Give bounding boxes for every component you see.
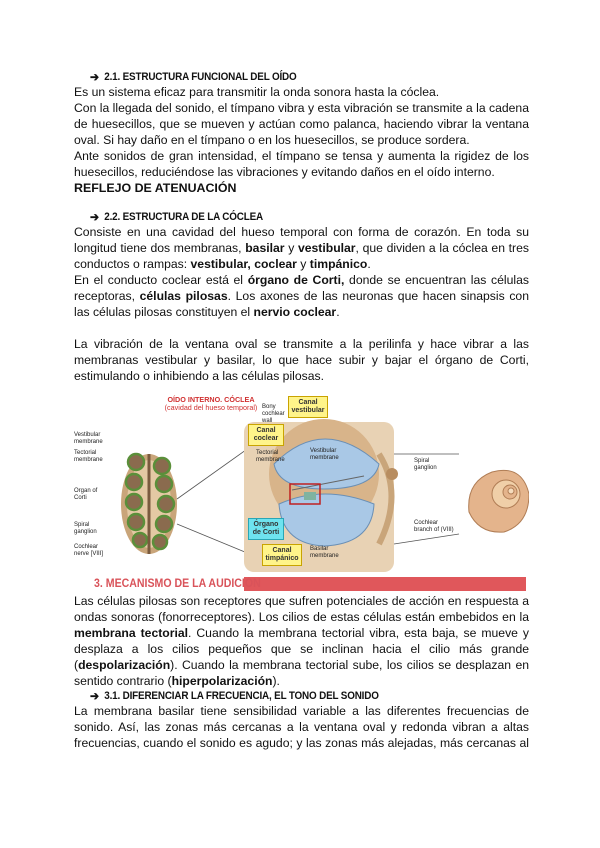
section-2-1-title: 2.1. ESTRUCTURA FUNCIONAL DEL OÍDO — [104, 71, 297, 83]
arrow-right-icon: ➔ — [90, 210, 99, 224]
label-organo-corti: Órgano de Corti — [248, 518, 284, 540]
cochlea-figure — [74, 394, 529, 574]
section-2-1-p2: Con la llegada del sonido, el tímpano vibra y esta vibración se transmite a la cadena de huesecillos, que se mueven y actúan como palanca, haciendo vibrar la ventana oval. Si hay daño en el tímpano o en los huesecillos, se produce sordera. — [74, 101, 529, 147]
label-bony-wall: Bony cochlear wall — [262, 404, 285, 424]
label-left-vestibular: Vestibular membrane — [74, 432, 103, 445]
section-3-title: 3. MECANISMO DE LA AUDICIÓN — [94, 578, 261, 590]
label-left-organ: Organ of Corti — [74, 488, 98, 501]
section-2-2-title: 2.2. ESTRUCTURA DE LA CÓCLEA — [104, 211, 263, 223]
label-tectorial: Tectorial membrane — [256, 450, 285, 463]
label-canal-vestibular: Canal vestibular — [288, 396, 328, 418]
section-2-2-p2: En el conducto coclear está el órgano de Corti, donde se encuentran las células receptoras, células pilosas. Los axones de las neuronas que hacen sinapsis con las células pilosas constituyen el nervio coclear. — [74, 273, 529, 319]
label-vestibular-membrane: Vestibular membrane — [310, 448, 339, 461]
figure-title: OÍDO INTERNO. CÓCLEA (cavidad del hueso temporal) — [164, 395, 258, 412]
label-left-spiral: Spiral ganglion — [74, 522, 97, 535]
reflex-label: REFLEJO DE ATENUACIÓN — [74, 181, 237, 195]
label-left-tectorial: Tectorial membrane — [74, 450, 103, 463]
section-2-2-p1: Consiste en una cavidad del hueso temporal con forma de corazón. En toda su longitud tiene dos membranas, basilar y vestibular, que dividen a la cóclea en tres conductos o rampas: vestibular, coclear y timpánico. — [74, 225, 529, 271]
section-3-1-title: 3.1. DIFERENCIAR LA FRECUENCIA, EL TONO DEL SONIDO — [104, 690, 379, 702]
section-2-2-heading — [90, 210, 485, 224]
label-left-nerve: Cochlear nerve [VIII] — [74, 544, 104, 557]
section-3-1-heading — [90, 689, 485, 703]
section-2-1-heading — [90, 70, 485, 84]
label-canal-coclear: Canal coclear — [248, 424, 284, 446]
section-2-2-p3: La vibración de la ventana oval se transmite a la perilinfa y hace vibrar a las membranas vestibular y basilar, lo que hace subir y bajar el órgano de Corti, estimulando o inhibiendo a las células pilosas. — [74, 337, 529, 383]
snail-shell — [469, 470, 529, 532]
label-cochlear-branch: Cochlear branch of (VIII) — [414, 520, 454, 533]
arrow-right-icon: ➔ — [90, 70, 99, 84]
arrow-right-icon: ➔ — [90, 689, 99, 703]
label-canal-timpanico: Canal timpánico — [262, 544, 302, 566]
section-3-1-p1: La membrana basilar tiene sensibilidad variable a las diferentes frecuencias de sonido. Así, las zonas más cercanas a la ventana oval y redonda vibran a altas frecuencias, cuando el sonido es agudo; y las zonas más alejadas, más cercanas al — [74, 704, 529, 750]
label-basilar: Basilar membrane — [310, 546, 339, 559]
section-3-p1: Las células pilosas son receptores que sufren potenciales de acción en respuesta a ondas sonoras (fonorreceptores). Los cilios de estas células están embebidos en la membrana tectorial. Cuando la membrana tectorial vibra, esta baja, se mueve y desplaza a los cilios pequeños que se inclinan hacia el cilio más grande (despolarización). Cuando la membrana tectorial sube, los cilios se desplazan en sentido contrario (hiperpolarización). — [74, 594, 530, 688]
left-cochlea-section — [121, 454, 177, 554]
section-2-1-p1: Es un sistema eficaz para transmitir la onda sonora hasta la cóclea. — [74, 85, 440, 99]
label-spiral-ganglion: Spiral ganglion — [414, 458, 437, 471]
section-2-1-p3: Ante sonidos de gran intensidad, el tímpano se tensa y aumenta la rigidez de los huesecillos, reduciéndose las vibraciones y evitando daños en el oído interno. — [74, 149, 529, 179]
section-3-heading — [74, 576, 529, 593]
document-page — [74, 70, 529, 751]
section-3-accent-bar — [244, 577, 526, 591]
